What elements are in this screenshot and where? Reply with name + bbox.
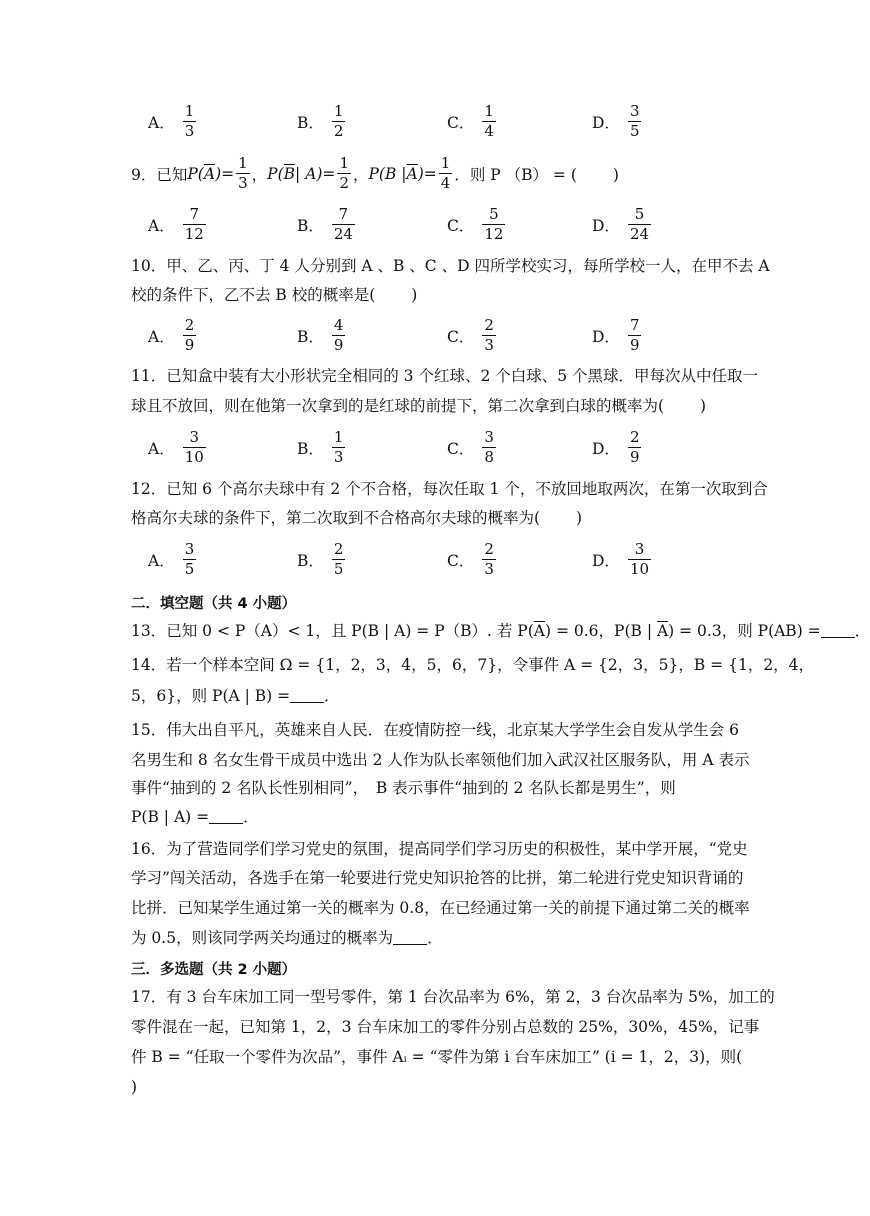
answer-blank[interactable]	[393, 930, 427, 945]
q8-option-d[interactable]	[592, 102, 643, 141]
q11-option-a[interactable]: A． $\frac{3}{10}$	[148, 428, 204, 466]
option-label: C．	[447, 113, 475, 132]
option-label: A．	[148, 113, 175, 132]
q10-option-c[interactable]: C． $\frac{2}{3}$	[447, 316, 494, 354]
fraction: $\frac{2}{3}$	[484, 316, 494, 354]
fraction: $\frac{1}{3}$	[238, 154, 248, 192]
q10-option-d[interactable]: D． $\frac{7}{9}$	[592, 316, 640, 354]
q9-option-b[interactable]: B． $\frac{7}{24}$	[297, 205, 353, 243]
fraction: $\frac{2}{9}$	[184, 316, 195, 354]
q9-option-a[interactable]: A． $\frac{7}{12}$	[148, 205, 204, 243]
fraction: $\frac{3}{5}$	[629, 102, 640, 140]
fraction: $\frac{1}{3}$	[333, 428, 344, 466]
q11-line-2: 球且不放回，则在他第一次拿到的是红球的前提下，第二次拿到白球的概率为( )	[131, 397, 707, 415]
q12-line-1: 12．已知 6 个高尔夫球中有 2 个不合格，每次任取 1 个，不放回地取两次，在第一次取到合	[131, 480, 768, 498]
q10-line-2: 校的条件下，乙不去 B 校的概率是( )	[131, 286, 418, 304]
q11-option-b[interactable]: B． $\frac{1}{3}$	[297, 428, 344, 466]
section-2-heading: 二．填空题（共 4 小题）	[131, 596, 297, 612]
fraction: $\frac{7}{12}$	[184, 205, 204, 243]
q14-line-2: 5，6}，则 P(A | B) = ．	[131, 687, 340, 705]
section-3-heading: 三．多选题（共 2 小题）	[131, 962, 297, 978]
q16-line-3: 比拼．已知某学生通过第一关的概率为 0.8，在已经通过第一关的前提下通过第二关的概率	[131, 899, 750, 917]
fraction: $\frac{7}{9}$	[629, 316, 640, 354]
q13-line: 13．已知 0 < P（A）< 1，且 P(B | A) = P（B）. 若 $P(\overline{A}) = 0.6$，P(B | $\overline{A}) = 0.3$，则 P(AB) = ．	[131, 622, 870, 640]
q15-line-4: P(B | A) = ．	[131, 808, 259, 826]
q12-option-b[interactable]: B． $\frac{2}{5}$	[297, 540, 344, 578]
q15-line-2: 名男生和 8 名女生骨干成员中选出 2 人作为队长率领他们加入武汉社区服务队，用 A 表示	[131, 751, 750, 769]
option-label: D．	[592, 113, 620, 132]
fraction: $\frac{3}{5}$	[184, 540, 195, 578]
q12-line-2: 格高尔夫球的条件下，第二次取到不合格高尔夫球的概率为( )	[131, 509, 583, 527]
fraction: $\frac{7}{24}$	[333, 205, 353, 243]
fraction: $\frac{3}{10}$	[184, 428, 204, 466]
q15-line-1: 15．伟大出自平凡，英雄来自人民．在疫情防控一线，北京某大学学生会自发从学生会 6	[131, 721, 740, 739]
q17-line-4: )	[131, 1078, 138, 1096]
fraction: $\frac{4}{9}$	[333, 316, 344, 354]
fraction: $\frac{1}{2}$	[333, 102, 344, 140]
document-page: A． $\frac{1}{3}$ B． $\frac{1}{2}$ C． $\frac{1}{4}$ D． $\frac{3}{5}$ 9．已知 P( $\overline{A}$ )= $\frac{1}{3}$ ， P( $\overline{B}$ | A)= $\frac{1}{2}$ ， P(B | $\overline{A}$ )= $\frac{1}{4}$ ．则 P （B） = ( ) A． $\frac{7}{12}$ B． $\frac{7}{24}$ C． $\frac{5}{12}$ D． $\frac{5}{24}$ 10．甲、乙、丙、丁 4 人分别到 A 、B 、C 、D 四所学校实习，每所学校一人，在甲不去 A 校的条件下，乙不去 B 校的概率是( ) A． $\frac{2}{9}$ B． $\frac{4}{9}$ C． $\frac{2}{3}$ D． $\frac{7}{9}$ 11．已知盒中装有大小形状完全相同的 3 个红球、2 个白球、5 个黑球．甲每次从中任取一 球且不放回，则在他第一次拿到的是红球的前提下，第二次拿到白球的概率为( ) A． $\frac{3}{10}$ B． $\frac{1}{3}$ C． $\frac{3}{8}$ D． $\frac{2}{9}$ 12．已知 6 个高尔夫球中有 2 个不合格，每次任取 1 个，不放回地取两次，在第一次取到合 格高尔夫球的条件下，第二次取到不合格高尔夫球的概率为( ) A． $\frac{3}{5}$ B． $\frac{2}{5}$ C． $\frac{2}{3}$ D． $\frac{3}{10}$ 二．填空题（共 4 小题） 13．已知 0 < P（A）< 1，且 P(B | A) = P（B）. 若 $P(\overline{A}) = 0.6$，P(B | $\overline{A}) = 0.3$，则 P(AB) = ． 14．若一个样本空间 Ω = {1，2，3，4，5，6，7}，令事件 A = {2，3，5}，B = {1，2，4， 5，6}，则 P(A | B) = ． 15．伟大出自平凡，英雄来自人民．在疫情防控一线，北京某大学学生会自发从学生会 6 名男生和 8 名女生骨干成员中选出 2 人作为队长率领他们加入武汉社区服务队，用 A 表示 事件“抽到的 2 名队长性别相同”， B 表示事件“抽到的 2 名队长都是男生”，则 P(B | A) = ． 16．为了营造同学们学习党史的氛围，提高同学们学习历史的积极性，某中学开展，“党史 学习”闯关活动，各选手在第一轮要进行党史知识抢答的比拼，第二轮进行党史知识背诵的 比拼．已知某学生通过第一关的概率为 0.8，在已经通过第一关的前提下通过第二关的概率 为 0.5，则该同学两关均通过的概率为 ． 三．多选题（共 2 小题） 17．有 3 台车床加工同一型号零件，第 1 台次品率为 6%，第 2，3 台次品率为 5%，加工的 零件混在一起，已知第 1，2，3 台车床加工的零件分别占总数的 25%，30%，45%，记事 件 B = “任取一个零件为次品”，事件 Aᵢ = “零件为第 i 台车床加工” (i = 1，2，3)，则( )	[0, 0, 860, 1216]
fraction: $\frac{2}{5}$	[333, 540, 344, 578]
q12-option-c[interactable]: C． $\frac{2}{3}$	[447, 540, 494, 578]
q11-option-c[interactable]: C． $\frac{3}{8}$	[447, 428, 494, 466]
q12-option-a[interactable]: A． $\frac{3}{5}$	[148, 540, 195, 578]
q9-option-d[interactable]: D． $\frac{5}{24}$	[592, 205, 650, 243]
q11-option-d[interactable]: D． $\frac{2}{9}$	[592, 428, 640, 466]
fraction: $\frac{2}{9}$	[629, 428, 640, 466]
q11-line-1: 11．已知盒中装有大小形状完全相同的 3 个红球、2 个白球、5 个黑球．甲每次从中任取一	[131, 367, 759, 385]
fraction: $\frac{3}{8}$	[484, 428, 494, 466]
q8-option-b[interactable]	[297, 102, 347, 141]
fraction: $\frac{2}{3}$	[484, 540, 494, 578]
fraction: $\frac{1}{4}$	[440, 154, 451, 192]
q10-line-1: 10．甲、乙、丙、丁 4 人分别到 A 、B 、C 、D 四所学校实习，每所学校一人，在甲不去 A	[131, 257, 770, 275]
q17-line-1: 17．有 3 台车床加工同一型号零件，第 1 台次品率为 6%，第 2，3 台次品率为 5%，加工的	[131, 988, 775, 1006]
fraction: $\frac{5}{12}$	[484, 205, 504, 243]
answer-blank[interactable]	[821, 623, 855, 638]
fraction: $\frac{1}{3}$	[184, 102, 195, 140]
q10-option-a[interactable]: A． $\frac{2}{9}$	[148, 316, 195, 354]
q8-option-a[interactable]	[148, 102, 198, 141]
q16-line-1: 16．为了营造同学们学习党史的氛围，提高同学们学习历史的积极性，某中学开展，“党史	[131, 840, 748, 858]
q12-option-d[interactable]: D． $\frac{3}{10}$	[592, 540, 650, 578]
fraction: $\frac{1}{2}$	[339, 154, 349, 192]
fraction: $\frac{1}{4}$	[484, 102, 494, 140]
q17-line-2: 零件混在一起，已知第 1，2，3 台车床加工的零件分别占总数的 25%，30%，45%，记事	[131, 1018, 760, 1036]
q8-option-c[interactable]	[447, 102, 498, 141]
answer-blank[interactable]	[209, 809, 243, 824]
q16-line-2: 学习”闯关活动，各选手在第一轮要进行党史知识抢答的比拼，第二轮进行党史知识背诵的	[131, 869, 744, 887]
fraction: $\frac{3}{10}$	[629, 540, 650, 578]
fraction: $\frac{5}{24}$	[629, 205, 650, 243]
q10-option-b[interactable]: B． $\frac{4}{9}$	[297, 316, 344, 354]
q15-line-3: 事件“抽到的 2 名队长性别相同”， B 表示事件“抽到的 2 名队长都是男生”，则	[131, 779, 676, 797]
answer-blank[interactable]	[290, 688, 324, 703]
q16-line-4: 为 0.5，则该同学两关均通过的概率为 ．	[131, 929, 443, 947]
option-label: B．	[297, 113, 324, 132]
q9-option-c[interactable]: C． $\frac{5}{12}$	[447, 205, 504, 243]
q17-line-3: 件 B = “任取一个零件为次品”，事件 Aᵢ = “零件为第 i 台车床加工” (i = 1，2，3)，则(	[131, 1048, 743, 1066]
q14-line-1: 14．若一个样本空间 Ω = {1，2，3，4，5，6，7}，令事件 A = {2，3，5}，B = {1，2，4，	[131, 656, 815, 674]
